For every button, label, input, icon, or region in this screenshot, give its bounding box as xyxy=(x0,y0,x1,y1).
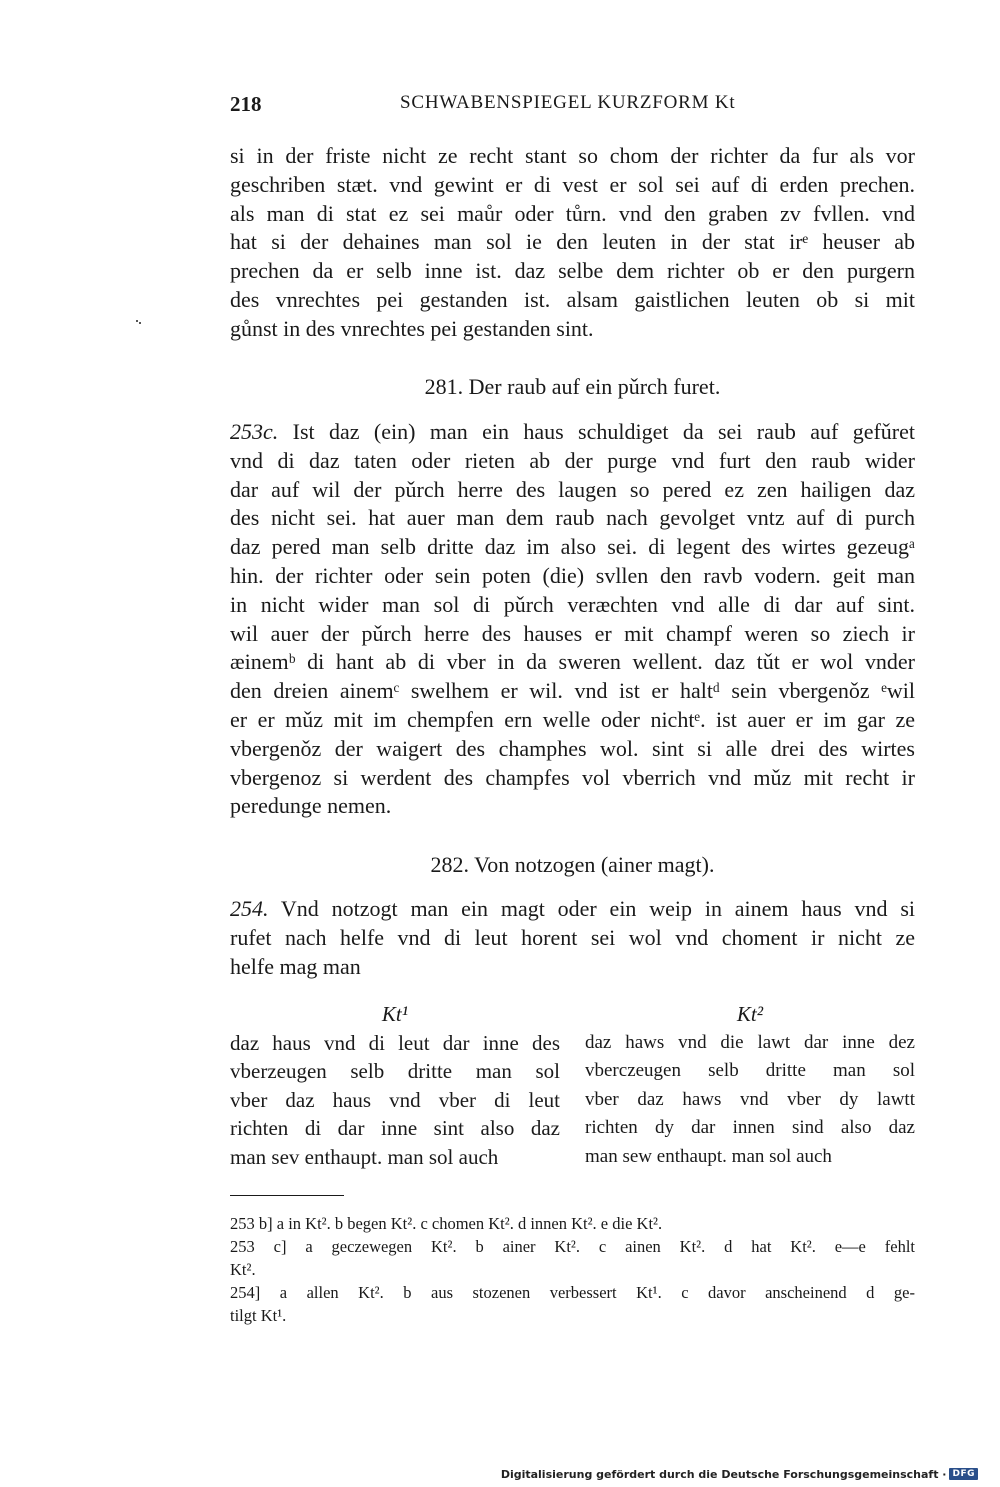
dfg-logo-icon: DFG xyxy=(949,1468,978,1480)
text-line xyxy=(230,418,915,447)
text-line: vnd di daz taten oder rieten ab der purge vnd furt den raub wider xyxy=(230,447,915,473)
text-line: vbergenǒz der waigert des champhes wol. sint si alle drei des wirtes xyxy=(230,735,915,761)
text-line: des nicht sei. hat auer man dem raub nach gevolget vntz auf di purch xyxy=(230,505,915,531)
column-kt2 xyxy=(585,1000,915,1171)
footnote-253c-continued: Kt². xyxy=(230,1260,256,1279)
text-line: man sew enthaupt. man sol auch xyxy=(585,1145,832,1167)
section-heading-281: 281. Der raub auf ein pǔrch furet. xyxy=(424,374,721,399)
column-label: Kt¹ xyxy=(381,1002,409,1026)
text-line: richten dy dar innen sind also daz xyxy=(585,1117,915,1138)
footnote-254-continued: tilgt Kt¹. xyxy=(230,1306,287,1325)
text-line: vberczeugen selb dritte man sol xyxy=(585,1060,915,1081)
text-line: prechen da er selb inne ist. daz selbe dem richter ob er den purgern xyxy=(230,258,915,284)
text-line: si in der friste nicht ze recht stant so chom der richter da fur als vor xyxy=(230,143,915,168)
text-line: dar auf wil der pǔrch herre des laugen so pered ez zen hailigen daz xyxy=(230,476,915,502)
text-line: vber daz haws vnd vber dy lawtt xyxy=(585,1088,915,1110)
page-number: 218 xyxy=(230,92,262,116)
column-label: Kt² xyxy=(736,1002,764,1026)
text-line: den dreien ainemᶜ swelhem er wil. vnd ist er haltᵈ sein vbergenǒz ᵉwil xyxy=(230,678,915,704)
digitization-credit xyxy=(501,1466,978,1482)
text-line: æinemᵇ di hant ab di vber in da sweren wellent. daz tǔt er wol vnder xyxy=(230,649,915,675)
margin-mark xyxy=(136,320,141,324)
text-line: daz haus vnd di leut dar inne des xyxy=(230,1030,560,1055)
text-line: vber daz haus vnd vber di leut xyxy=(230,1087,560,1112)
text-line: er er mǔz mit im chempfen ern welle oder nichtᵉ. ist auer er im gar ze xyxy=(230,706,915,732)
paragraph-253c xyxy=(230,418,915,821)
text-line: gůnst in des vnrechtes pei gestanden sint. xyxy=(230,315,594,341)
text-line: rufet nach helfe vnd di leut horent sei wol vnd choment ir nicht ze xyxy=(230,924,915,950)
text-line: hin. der richter oder sein poten (die) svllen den ravb vodern. geit man xyxy=(230,562,915,588)
credit-text: Digitalisierung gefördert durch die Deutsche Forschungsgemeinschaft · xyxy=(500,1467,947,1481)
text-line: daz pered man selb dritte daz im also sei. di legent des wirtes gezeugᵃ xyxy=(230,534,915,560)
footnote-253b: 253 b] a in Kt². b begen Kt². c chomen Kt². d innen Kt². e die Kt². xyxy=(230,1214,663,1233)
column-kt1 xyxy=(230,1000,560,1171)
text-line: hat si der dehaines man sol ie den leuten in der stat irᵉ heuser ab xyxy=(230,229,915,255)
text-line: vberzeugen selb dritte man sol xyxy=(230,1059,560,1083)
text-line: peredunge nemen. xyxy=(230,793,392,819)
paragraph-number: 253c. xyxy=(230,419,279,444)
text-line-content: Vnd notzogt man ein magt oder ein weip in ainem haus vnd si xyxy=(268,896,915,921)
text-line: in nicht wider man sol di pǔrch veræchten vnd alle di dar auf sint. xyxy=(230,591,915,617)
text-line xyxy=(230,895,915,924)
footnotes xyxy=(230,1212,915,1327)
text-line: helfe mag man xyxy=(230,953,361,979)
footnote-253c: 253 c] a geczewegen Kt². b ainer Kt². c ainen Kt². d hat Kt². e—e fehlt xyxy=(230,1237,915,1256)
section-heading-282: 282. Von notzogen (ainer magt). xyxy=(430,852,715,877)
text-line: des vnrechtes pei gestanden ist. alsam gaistlichen leuten ob si mit xyxy=(230,286,915,312)
text-line: richten di dar inne sint also daz xyxy=(230,1116,560,1140)
paragraph-number: 254. xyxy=(230,896,269,921)
page-header xyxy=(230,92,915,122)
footnote-254: 254] a allen Kt². b aus stozenen verbessert Kt¹. c davor anscheinend d ge- xyxy=(230,1283,915,1302)
paragraph-continuation xyxy=(230,142,915,344)
text-line: man sev enthaupt. man sol auch xyxy=(230,1144,499,1169)
text-line: vbergenoz si werdent des champfes vol vberrich vnd mǔz mit recht ir xyxy=(230,764,915,790)
text-line: daz haws vnd die lawt dar inne dez xyxy=(585,1031,915,1053)
text-line: wil auer der pǔrch herre des hauses er mit champf weren so ziech ir xyxy=(230,620,915,646)
text-line: geschriben stæt. vnd gewint er di vest er sol sei auf di erden prechen. xyxy=(230,171,915,197)
text-line: als man di stat ez sei maůr oder tůrn. vnd den graben zv fvllen. vnd xyxy=(230,200,915,226)
paragraph-254 xyxy=(230,895,915,981)
text-line-content: Ist daz (ein) man ein haus schuldiget da sei raub auf gefǔret xyxy=(278,419,915,444)
footnote-divider xyxy=(230,1195,344,1196)
running-title: SCHWABENSPIEGEL KURZFORM Kt xyxy=(400,92,736,113)
